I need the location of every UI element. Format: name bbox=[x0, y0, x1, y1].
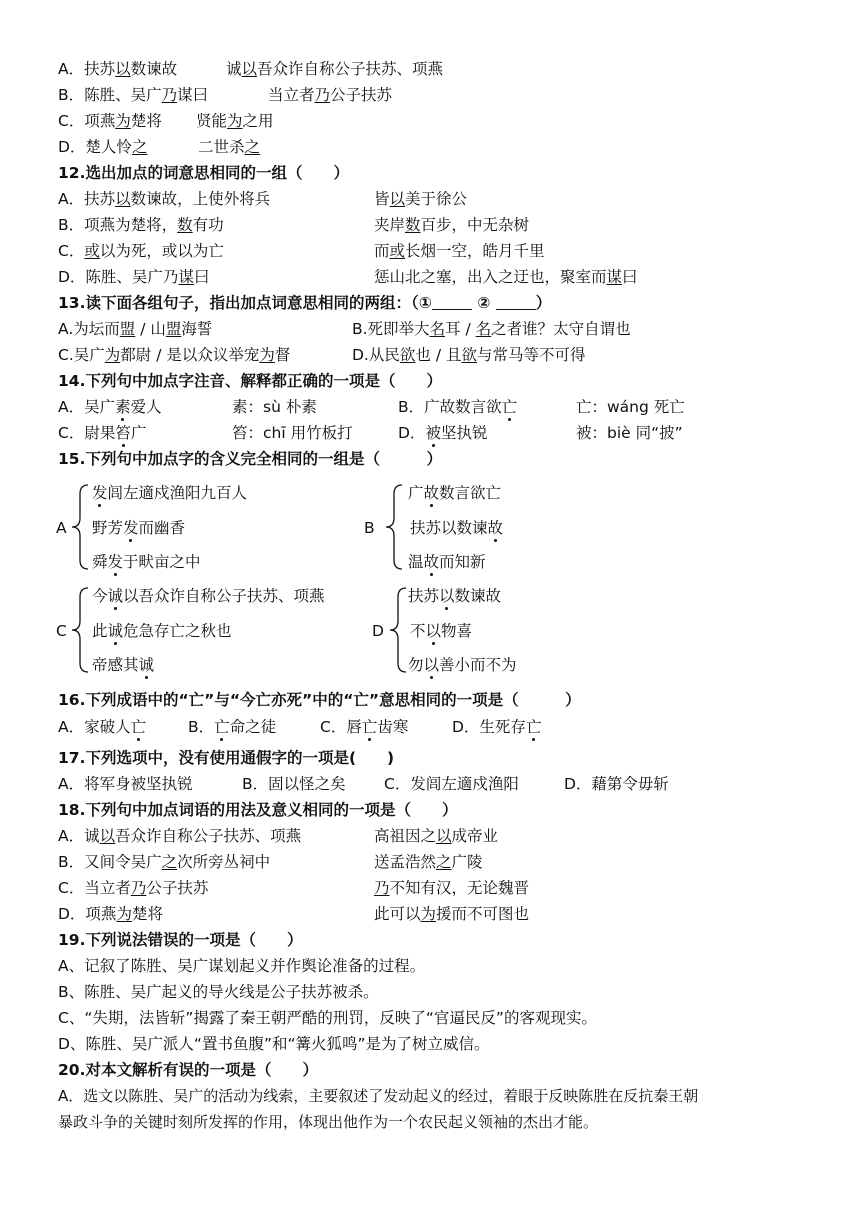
q11-a-underlined: 以 bbox=[241, 60, 258, 78]
q13-c-underlined: 为 bbox=[259, 346, 275, 364]
q18-a-text: A．诚 bbox=[58, 827, 100, 845]
q18-d-underlined: 为 bbox=[420, 905, 437, 923]
q16-c-dotted: 亡 bbox=[361, 718, 378, 736]
q15-dotted: 诚 bbox=[107, 587, 124, 605]
q12-option-b-compare bbox=[374, 214, 529, 236]
q12-option-a-compare bbox=[374, 188, 467, 210]
q18-a-underlined: 以 bbox=[99, 827, 116, 845]
q12-c-text: C． bbox=[58, 242, 85, 260]
q13-a-underlined: 盟 bbox=[119, 320, 136, 338]
q13-a-underlined: 盟 bbox=[165, 320, 182, 338]
q11-b-underlined: 乃 bbox=[314, 86, 331, 104]
q11-b-text: 当立者 bbox=[268, 86, 315, 104]
q11-b-text: 谋曰 bbox=[177, 86, 209, 104]
q15-text: 于畎亩之中 bbox=[123, 553, 201, 571]
q15-c-item-2 bbox=[92, 620, 232, 642]
q11-a-text: 数谏故 bbox=[130, 60, 178, 78]
q12-a-underlined: 以 bbox=[389, 190, 406, 208]
q14-option-d bbox=[398, 422, 487, 444]
q12-c-text: 长烟一空，皓月千里 bbox=[405, 242, 545, 260]
q15-dotted: 故 bbox=[423, 484, 440, 502]
q14-note-a: 素：sù 朴素 bbox=[232, 398, 317, 416]
q13-c-text: C.吴广 bbox=[58, 346, 105, 364]
q14-note-d: 被：biè 同“披” bbox=[576, 424, 683, 442]
q15-text: 温 bbox=[408, 553, 424, 571]
q12-c-underlined: 或 bbox=[389, 242, 406, 260]
q15-dotted: 诚 bbox=[107, 622, 124, 640]
q15-text: 而幽香 bbox=[138, 519, 186, 537]
q14-d-text: 坚执锐 bbox=[440, 424, 488, 442]
q11-c-underlined: 为 bbox=[227, 112, 243, 130]
q15-text: 勿 bbox=[408, 656, 424, 674]
q11-a-underlined: 以 bbox=[115, 60, 131, 78]
q15-text: 扶苏 bbox=[408, 587, 440, 605]
q18-b-text: 次所旁丛祠中 bbox=[177, 853, 271, 871]
q11-option-c-compare bbox=[196, 110, 274, 132]
q15-dotted: 以 bbox=[423, 656, 440, 674]
q13-title bbox=[58, 292, 551, 314]
q15-b-item-3 bbox=[408, 551, 486, 573]
q16-b-dotted: 亡 bbox=[214, 718, 230, 736]
q15-dotted: 诚 bbox=[138, 656, 155, 674]
q12-d-text: 惩山北之塞，出入之迂也，聚室而 bbox=[374, 268, 607, 286]
q11-b-text: 公子扶苏 bbox=[330, 86, 393, 104]
q12-a-text: A．扶苏 bbox=[58, 190, 116, 208]
q12-d-underlined: 谋 bbox=[606, 268, 623, 286]
q12-option-d-compare bbox=[374, 266, 638, 288]
q15-dotted: 发 bbox=[123, 519, 139, 537]
q16-c-text: 齿寒 bbox=[377, 718, 409, 736]
q13-d-text: D.从民 bbox=[352, 346, 400, 364]
q14-option-a bbox=[58, 396, 162, 418]
q11-a-text: 吾众诈自称公子扶苏、项燕 bbox=[257, 60, 444, 78]
q12-option-a bbox=[58, 188, 270, 210]
q11-d-underlined: 之 bbox=[244, 138, 261, 156]
q13-d-underlined: 欲 bbox=[399, 346, 416, 364]
q15-group-a-label: A bbox=[56, 519, 67, 537]
q15-d-item-3 bbox=[408, 654, 517, 676]
q14-b-text: B．广故数言欲 bbox=[398, 398, 502, 416]
q12-d-text: 曰 bbox=[193, 268, 210, 286]
q14-d-text: D． bbox=[398, 424, 426, 442]
q15-text: 此 bbox=[92, 622, 108, 640]
q15-dotted: 以 bbox=[439, 587, 455, 605]
q12-b-text: 夹岸 bbox=[374, 216, 406, 234]
q15-text: 数言欲亡 bbox=[439, 484, 502, 502]
q15-text: 不 bbox=[410, 622, 426, 640]
q12-d-text: D．陈胜、吴广乃 bbox=[58, 268, 179, 286]
q11-c-text: 贤能 bbox=[196, 112, 228, 130]
q13-d-text: 也 / 且 bbox=[415, 346, 462, 364]
q11-d-text: D．楚人怜 bbox=[58, 138, 132, 156]
q16-title: 16.下列成语中的“亡”与“今亡亦死”中的“亡”意思相同的一项是（ ） bbox=[58, 691, 581, 709]
q13-c-text: 都尉 / 是以众议举宠 bbox=[120, 346, 260, 364]
q14-a-dotted: 素 bbox=[115, 398, 131, 416]
q18-a-text: 高祖因之 bbox=[374, 827, 437, 845]
q15-dotted: 以 bbox=[425, 622, 442, 640]
q11-c-text: 楚将 bbox=[130, 112, 162, 130]
q13-option-c bbox=[58, 344, 290, 366]
q16-option-d bbox=[452, 716, 541, 738]
q18-b-text: B．又间令吴广 bbox=[58, 853, 162, 871]
q20-option-a-line1: A．选文以陈胜、吴广的活动为线索，主要叙述了发动起义的经过，着眼于反映陈胜在反抗秦王朝 bbox=[58, 1087, 699, 1105]
q11-option-a bbox=[58, 58, 177, 80]
q16-c-text: C．唇 bbox=[320, 718, 362, 736]
q11-d-underlined: 之 bbox=[131, 138, 148, 156]
q11-option-d bbox=[58, 136, 147, 158]
q15-dotted: 发 bbox=[107, 553, 124, 571]
q12-c-underlined: 或 bbox=[84, 242, 100, 260]
q15-title: 15.下列句中加点字的含义完全相同的一组是（ ） bbox=[58, 450, 442, 468]
brace-icon bbox=[384, 482, 406, 572]
q18-d-text: D．项燕 bbox=[58, 905, 117, 923]
q18-c-text: C．当立者 bbox=[58, 879, 131, 897]
q18-d-text: 此可以 bbox=[374, 905, 421, 923]
q15-dotted: 发 bbox=[92, 484, 108, 502]
q19-option-d: D、陈胜、吴广派人“置书鱼腹”和“篝火狐鸣”是为了树立威信。 bbox=[58, 1035, 490, 1053]
q12-b-underlined: 数 bbox=[405, 216, 421, 234]
q12-b-underlined: 数 bbox=[177, 216, 193, 234]
q14-a-text: 爱人 bbox=[130, 398, 162, 416]
q11-c-underlined: 为 bbox=[115, 112, 131, 130]
q15-b-item-2 bbox=[410, 517, 503, 539]
q12-d-underlined: 谋 bbox=[178, 268, 194, 286]
q18-option-b-compare bbox=[374, 851, 483, 873]
q11-b-text: B．陈胜、吴广 bbox=[58, 86, 162, 104]
q13-c-text: 督 bbox=[274, 346, 291, 364]
q19-option-a: A、记叙了陈胜、吴广谋划起义并作舆论准备的过程。 bbox=[58, 957, 426, 975]
q15-b-item-1 bbox=[408, 482, 501, 504]
q15-d-item-1 bbox=[408, 585, 501, 607]
q17-option-b: B．固以怪之矣 bbox=[242, 775, 346, 793]
q17-option-d: D．藉第令毋斩 bbox=[564, 775, 669, 793]
q16-d-dotted: 亡 bbox=[525, 718, 542, 736]
q15-group-d-label: D bbox=[372, 622, 384, 640]
q12-a-underlined: 以 bbox=[115, 190, 131, 208]
brace-icon bbox=[388, 585, 410, 675]
q14-b-dotted: 亡 bbox=[501, 398, 518, 416]
q12-a-text: 数谏故，上使外将兵 bbox=[130, 190, 271, 208]
q13-title-text: ② bbox=[477, 294, 491, 312]
q11-a-text: A．扶苏 bbox=[58, 60, 116, 78]
q12-a-text: 皆 bbox=[374, 190, 390, 208]
q15-d-item-2 bbox=[410, 620, 472, 642]
q18-b-underlined: 之 bbox=[436, 853, 452, 871]
q20-title: 20.对本文解析有误的一项是（ ） bbox=[58, 1061, 318, 1079]
q11-option-c bbox=[58, 110, 162, 132]
q14-c-dotted: 笞 bbox=[115, 424, 131, 442]
q18-b-underlined: 之 bbox=[161, 853, 178, 871]
q14-c-text: 广 bbox=[130, 424, 147, 442]
q14-c-text: C．尉果 bbox=[58, 424, 116, 442]
q15-text: 危急存亡之秋也 bbox=[123, 622, 232, 640]
q16-b-text: B． bbox=[188, 718, 215, 736]
q13-c-underlined: 为 bbox=[104, 346, 121, 364]
q15-text: 扶苏以数谏 bbox=[410, 519, 488, 537]
q15-text: 广 bbox=[408, 484, 424, 502]
q13-d-underlined: 欲 bbox=[461, 346, 477, 364]
q11-option-d-compare bbox=[198, 136, 260, 158]
q18-b-text: 送孟浩然 bbox=[374, 853, 437, 871]
q18-c-text: 公子扶苏 bbox=[146, 879, 209, 897]
answer-blank-1[interactable] bbox=[432, 293, 472, 310]
q12-option-b bbox=[58, 214, 224, 236]
q19-option-c: C、“失期，法皆斩”揭露了秦王朝严酷的刑罚，反映了“官逼民反”的客观现实。 bbox=[58, 1009, 597, 1027]
q18-option-c bbox=[58, 877, 208, 899]
q17-option-c: C．发闾左適戍渔阳 bbox=[384, 775, 519, 793]
q14-d-dotted: 被 bbox=[425, 424, 441, 442]
q15-a-item-3 bbox=[92, 551, 201, 573]
q18-option-b bbox=[58, 851, 270, 873]
q16-a-dotted: 亡 bbox=[130, 718, 147, 736]
q12-b-text: 有功 bbox=[192, 216, 224, 234]
q17-option-a: A．将军身被坚执锐 bbox=[58, 775, 193, 793]
q18-option-a bbox=[58, 825, 301, 847]
q15-group-c-label: C bbox=[56, 622, 67, 640]
q11-option-b bbox=[58, 84, 208, 106]
q18-c-underlined: 乃 bbox=[130, 879, 147, 897]
q15-text: 野芳 bbox=[92, 519, 124, 537]
q15-text: 而知新 bbox=[439, 553, 486, 571]
q16-option-b bbox=[188, 716, 276, 738]
q15-group-b-label: B bbox=[364, 519, 375, 537]
q15-text: 帝感其 bbox=[92, 656, 139, 674]
brace-icon bbox=[70, 482, 92, 572]
q14-title: 14.下列句中加点字注音、解释都正确的一项是（ ） bbox=[58, 372, 442, 390]
q16-option-c bbox=[320, 716, 408, 738]
q19-title: 19.下列说法错误的一项是（ ） bbox=[58, 931, 303, 949]
q18-option-d bbox=[58, 903, 163, 925]
q15-text: 以吾众诈自称公子扶苏、项燕 bbox=[123, 587, 325, 605]
q14-option-c bbox=[58, 422, 146, 444]
q15-c-item-3 bbox=[92, 654, 154, 676]
q13-b-text: B.死即举大 bbox=[352, 320, 430, 338]
q15-text: 闾左適戍渔阳九百人 bbox=[107, 484, 248, 502]
q18-a-text: 成帝业 bbox=[451, 827, 499, 845]
q11-c-text: C．项燕 bbox=[58, 112, 116, 130]
answer-blank-2[interactable] bbox=[496, 293, 536, 310]
q13-option-d bbox=[352, 344, 586, 366]
q13-a-text: A.为坛而 bbox=[58, 320, 120, 338]
q13-option-a bbox=[58, 318, 212, 340]
q18-option-c-compare bbox=[374, 877, 529, 899]
q13-d-text: 与常马等不可得 bbox=[476, 346, 586, 364]
q18-d-underlined: 为 bbox=[116, 905, 132, 923]
q12-b-text: 百步，中无杂树 bbox=[420, 216, 530, 234]
q15-dotted: 故 bbox=[487, 519, 504, 537]
q13-b-underlined: 名 bbox=[475, 320, 492, 338]
q16-d-text: D．生死存 bbox=[452, 718, 526, 736]
q15-text: 数谏故 bbox=[454, 587, 502, 605]
q18-b-text: 广陵 bbox=[451, 853, 483, 871]
q18-c-text: 不知有汉，无论魏晋 bbox=[389, 879, 530, 897]
q15-a-item-2 bbox=[92, 517, 185, 539]
q12-d-text: 曰 bbox=[622, 268, 638, 286]
q18-d-text: 援而不可图也 bbox=[436, 905, 530, 923]
q19-option-b: B、陈胜、吴广起义的导火线是公子扶苏被杀。 bbox=[58, 983, 379, 1001]
q15-text: 善小而不为 bbox=[439, 656, 517, 674]
q11-option-b-compare bbox=[268, 84, 392, 106]
q13-b-text: 之者谁？太守自谓也 bbox=[491, 320, 631, 338]
q15-text: 舜 bbox=[92, 553, 108, 571]
q12-title: 12.选出加点的词意思相同的一组（ ） bbox=[58, 164, 349, 182]
q14-note-c: 笞：chī 用竹板打 bbox=[232, 424, 353, 442]
q18-c-underlined: 乃 bbox=[374, 879, 390, 897]
q13-b-text: 耳 / bbox=[445, 320, 476, 338]
q18-option-d-compare bbox=[374, 903, 529, 925]
q12-option-c-compare bbox=[374, 240, 545, 262]
q13-a-text: 海誓 bbox=[181, 320, 213, 338]
q18-a-underlined: 以 bbox=[436, 827, 452, 845]
q16-a-text: A．家破人 bbox=[58, 718, 131, 736]
q12-c-text: 而 bbox=[374, 242, 390, 260]
q13-option-b bbox=[352, 318, 631, 340]
q11-d-text: 二世杀 bbox=[198, 138, 245, 156]
q15-a-item-1 bbox=[92, 482, 247, 504]
q20-option-a-line2: 暴政斗争的关键时刻所发挥的作用，体现出他作为一个农民起义领袖的杰出才能。 bbox=[58, 1113, 599, 1131]
q14-option-b bbox=[398, 396, 517, 418]
q18-d-text: 楚将 bbox=[131, 905, 163, 923]
q17-title: 17.下列选项中，没有使用通假字的一项是( ) bbox=[58, 749, 395, 767]
q14-note-b: 亡：wáng 死亡 bbox=[576, 398, 685, 416]
q13-title-text: 13.读下面各组句子，指出加点词意思相同的两组：（① bbox=[58, 294, 432, 312]
q15-c-item-1 bbox=[92, 585, 325, 607]
q18-title: 18.下列句中加点词语的用法及意义相同的一项是（ ） bbox=[58, 801, 458, 819]
q14-a-text: A．吴广 bbox=[58, 398, 116, 416]
q15-dotted: 故 bbox=[423, 553, 440, 571]
q12-a-text: 美于徐公 bbox=[405, 190, 468, 208]
q11-option-a-compare bbox=[226, 58, 443, 80]
q12-b-text: B．项燕为楚将， bbox=[58, 216, 178, 234]
q18-option-a-compare bbox=[374, 825, 498, 847]
q12-c-text: 以为死，或以为亡 bbox=[99, 242, 224, 260]
q13-b-underlined: 名 bbox=[429, 320, 446, 338]
q16-option-a bbox=[58, 716, 146, 738]
q16-b-text: 命之徒 bbox=[229, 718, 277, 736]
q13-title-text: ） bbox=[535, 294, 552, 312]
q12-option-c bbox=[58, 240, 224, 262]
q15-text: 今 bbox=[92, 587, 108, 605]
q15-text: 物喜 bbox=[441, 622, 473, 640]
q18-a-text: 吾众诈自称公子扶苏、项燕 bbox=[115, 827, 302, 845]
q13-a-text: / 山 bbox=[135, 320, 166, 338]
brace-icon bbox=[70, 585, 92, 675]
q11-a-text: 诚 bbox=[226, 60, 242, 78]
q12-option-d bbox=[58, 266, 209, 288]
q11-b-underlined: 乃 bbox=[161, 86, 178, 104]
q11-c-text: 之用 bbox=[242, 112, 274, 130]
